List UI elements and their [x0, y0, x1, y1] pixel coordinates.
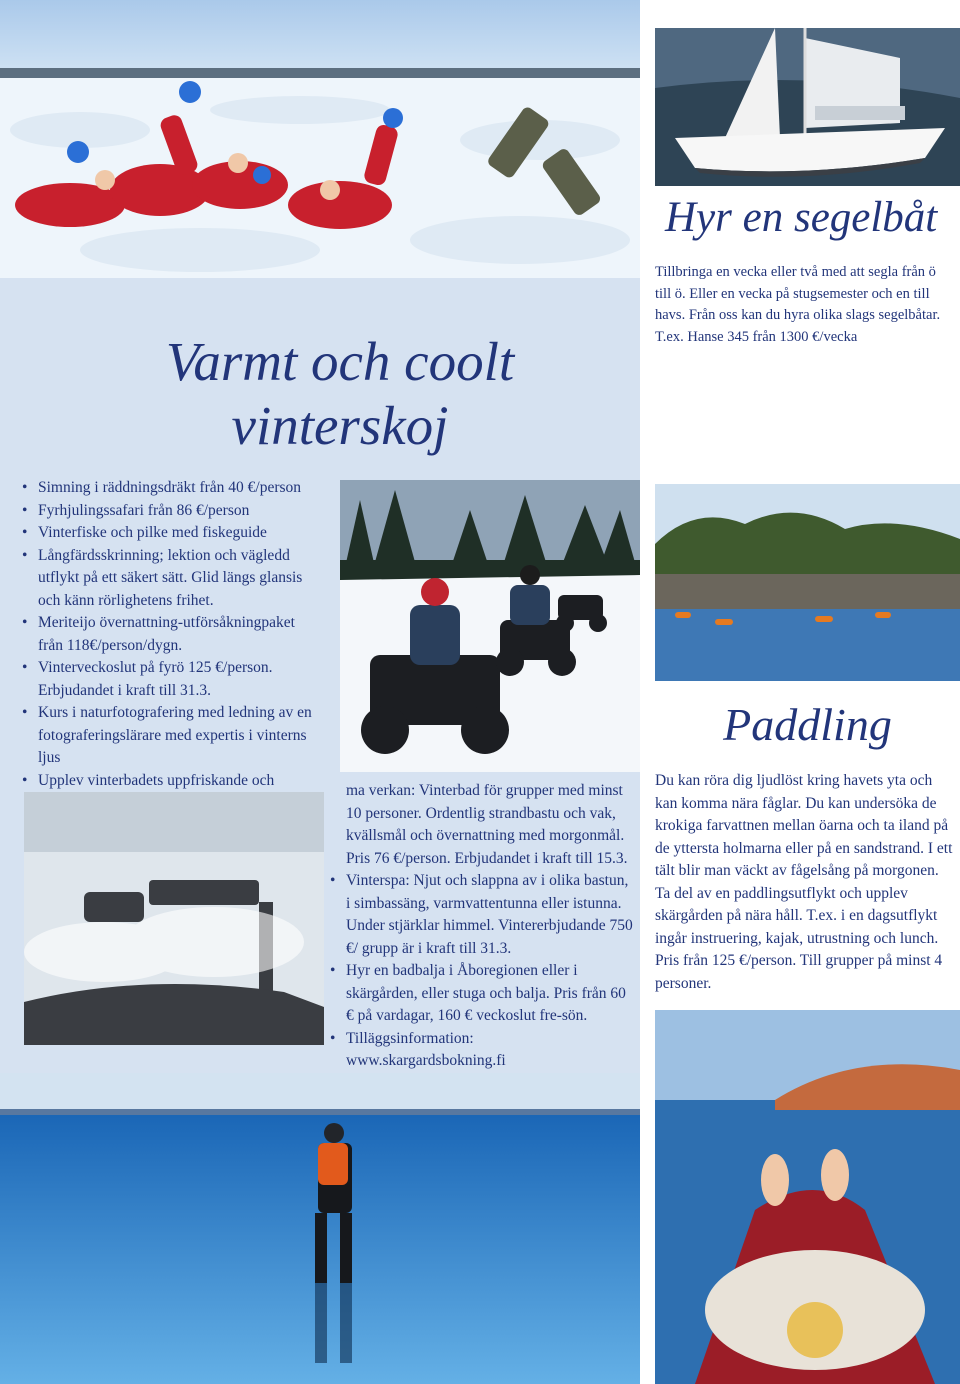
list-item: • Vinterveckoslut på fyrö 125 €/person. Erbjudandet i kraft till 31.3.	[22, 657, 322, 702]
winter-title	[60, 330, 620, 458]
winter-title-line2: vinterskoj	[231, 395, 449, 456]
winter-activities-continued	[330, 780, 635, 1073]
sailing-text: Tillbringa en vecka eller två med att segla från ö till ö. Eller en vecka på stugsemester och en till havs. Från oss kan du hyra olika slags segelbåtar. T.ex. Hanse 345 från 1300 €/vecka	[655, 264, 941, 345]
atv-safari-photo	[340, 480, 640, 772]
list-item: • Upplev vinterbadets uppfriskande och	[22, 770, 322, 815]
ice-skating-photo	[0, 1073, 640, 1384]
ice-swimmers-photo	[0, 0, 640, 278]
list-item: • Långfärdsskrinning; lektion och vägledd utflykt på ett säkert sätt. Glid längs glansis och känn rörlighetens frihet.	[22, 545, 322, 613]
sailing-title: Hyr en segelbåt	[665, 194, 938, 241]
paddling-text: Du kan röra dig ljudlöst kring havets yta och kan komma nära fåglar. Du kan undersöka de krokiga farvattnen mellan öarna och ta iland på de yttersta holmarna eller på en sandstrand. I ett tält blir man väckt av fågelsång på morgonen. Ta del av en paddlingsutflykt och upplev skärgården på nära håll. T.ex. i en dagsutflykt ingår instruering, kajak, utrustning och lunch. Pris från 125 €/person. Till grupper på minst 4 personer.	[655, 772, 953, 992]
kayak-closeup-photo	[655, 1010, 960, 1384]
sailboat-photo	[655, 28, 960, 186]
list-item: • Meriteijo övernattning-utförsåkningpaket från 118€/person/dygn.	[22, 612, 322, 657]
list-item-continued: ma verkan: Vinterbad för grupper med minst 10 personer. Ordentlig strandbastu och vak, kvällsmål och övernattning med morgonmål. Pris 76 €/person. Erbjudandet i kraft till 15.3.	[346, 782, 628, 867]
winter-activities	[22, 477, 322, 815]
kayak-group-photo	[655, 484, 960, 681]
list-item: • Vinterspa: Njut och slappna av i olika bastun, i simbassäng, varmvattentunna eller istunna. Under stjärklar himmel. Vintererbjudande 750 €/ grupp är i kraft till 31.3.	[330, 870, 635, 960]
winter-title-line1: Varmt och coolt	[165, 331, 515, 392]
list-item: • Vinterfiske och pilke med fiskeguide	[22, 522, 322, 545]
paddling-title: Paddling	[723, 699, 892, 750]
winter-bath-photo	[24, 792, 324, 1045]
list-item: • Hyr en badbalja i Åboregionen eller i skärgården, eller stuga och balja. Pris från 60 € på vardagar, 160 € veckoslut fre-sön.	[330, 960, 635, 1028]
list-item: • Tilläggsinformation: www.skargardsbokning.fi	[330, 1028, 635, 1073]
list-item: • Kurs i naturfotografering med ledning av en fotograferingslärare med expertis i vinterns ljus	[22, 702, 322, 770]
list-item: • Fyrhjulingssafari från 86 €/person	[22, 500, 322, 523]
list-item: • Simning i räddningsdräkt från 40 €/person	[22, 477, 322, 500]
